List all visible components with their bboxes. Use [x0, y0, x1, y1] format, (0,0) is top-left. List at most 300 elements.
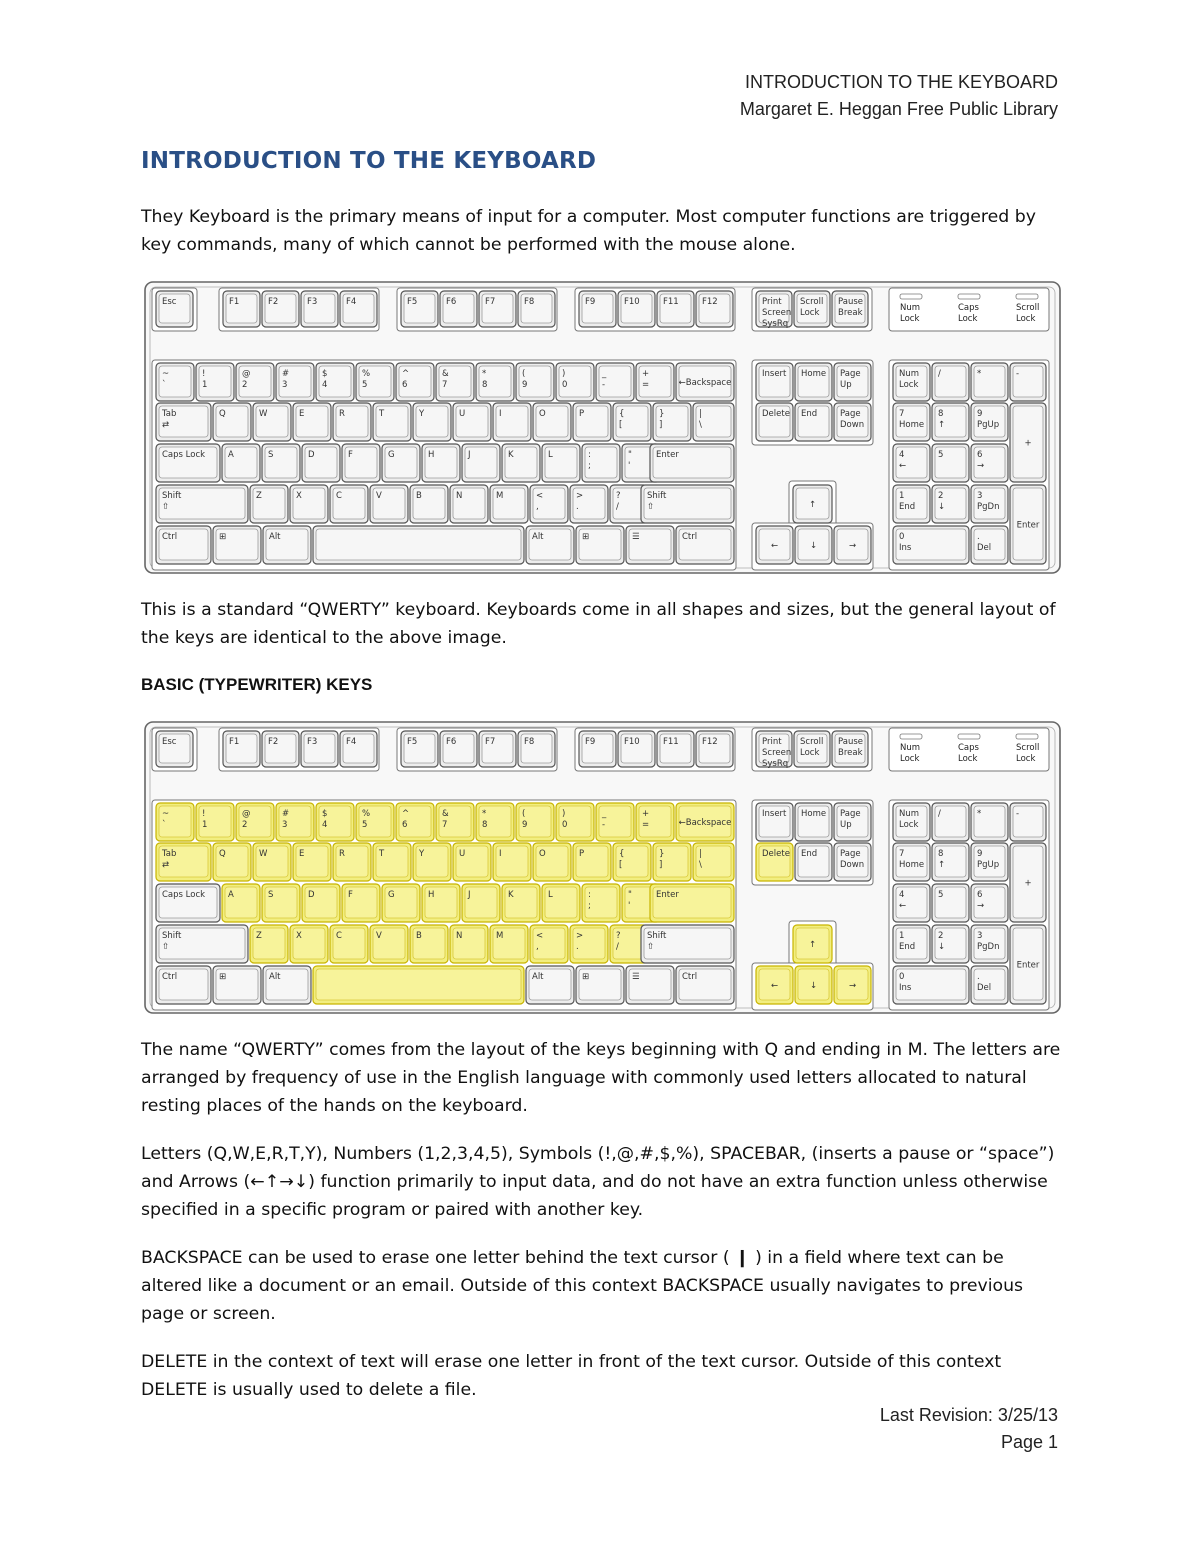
key-left-ctrl: [156, 966, 211, 1004]
key-label: Page: [840, 409, 861, 419]
key-numpad: [893, 843, 930, 881]
page-title: INTRODUCTION TO THE KEYBOARD: [141, 148, 597, 174]
key-delete: [756, 843, 793, 881]
key-label: End: [899, 942, 916, 952]
key-label: #: [282, 369, 290, 379]
key-label: A: [228, 450, 234, 460]
key-face: [316, 529, 521, 560]
key-label: |: [699, 409, 702, 419]
key-num-multiply: [971, 803, 1008, 841]
key-label: Delete: [762, 849, 790, 859]
key-letter: [253, 843, 291, 881]
key-letter: [413, 403, 451, 441]
key-label: F: [348, 890, 353, 900]
key-label: ;: [588, 901, 591, 911]
key-number-row: [556, 363, 594, 401]
key-backspace: [676, 803, 734, 841]
key-letter: [453, 843, 491, 881]
key-label: F12: [702, 737, 718, 747]
key-menu: [626, 966, 674, 1004]
key-print-screen: [756, 291, 792, 329]
key-number-row: [236, 363, 274, 401]
key-number-row: [276, 363, 314, 401]
key-numpad: [971, 843, 1008, 881]
key-numpad: [893, 444, 930, 482]
key-label: J: [468, 890, 471, 900]
key-f10: [618, 731, 655, 767]
key-label: F4: [346, 297, 357, 307]
key-punct: [570, 925, 608, 963]
key-letter: [533, 843, 571, 881]
key-label: R: [339, 849, 345, 859]
key-label: 5: [362, 380, 368, 390]
key-letter: [422, 444, 460, 482]
key-letter: [450, 925, 488, 963]
key-label: Down: [840, 860, 865, 870]
key-label: G: [388, 890, 395, 900]
key-letter: [222, 884, 260, 922]
key-label: End: [899, 502, 916, 512]
key-num-dot: [971, 526, 1008, 564]
indicator-label: Lock: [1016, 754, 1036, 764]
key-label: →: [977, 901, 985, 911]
key-label: Ctrl: [682, 972, 698, 982]
key-number-row: [196, 803, 234, 841]
key-label: `: [162, 820, 167, 830]
key-letter: [262, 884, 300, 922]
key-number-row: [396, 803, 434, 841]
key-label: ⊞: [582, 532, 590, 542]
key-label: &: [442, 369, 449, 379]
key-label: R: [339, 409, 345, 419]
key-label: P: [579, 409, 585, 419]
key-left-alt: [263, 966, 311, 1004]
key-number-row: [236, 803, 274, 841]
key-label: M: [496, 931, 504, 941]
key-label: ⊞: [219, 532, 227, 542]
key-label: F11: [663, 297, 679, 307]
key-label: Break: [838, 308, 863, 318]
key-label: ⊞: [582, 972, 590, 982]
key-label: %: [362, 809, 371, 819]
key-f6: [440, 291, 477, 327]
key-label: Down: [840, 420, 865, 430]
key-letter: [342, 884, 380, 922]
key-label: :: [588, 450, 591, 460]
key-f12: [696, 291, 733, 327]
key-label: O: [539, 849, 546, 859]
key-label: P: [579, 849, 585, 859]
key-f6: [440, 731, 477, 767]
key-scroll-lock: [794, 731, 830, 767]
key-label: F5: [407, 737, 418, 747]
key-tab: [156, 403, 211, 441]
key-letter: [293, 403, 331, 441]
key-letter: [370, 485, 408, 523]
key-label: ⇧: [162, 502, 170, 512]
key-page-down: [834, 843, 871, 881]
key-label: Page: [840, 369, 861, 379]
key-num-minus: [1010, 363, 1046, 401]
key-label: End: [801, 849, 818, 859]
key-number-row: [316, 363, 354, 401]
key-label: ←: [899, 901, 907, 911]
key-punct: [530, 925, 568, 963]
key-letter: [330, 925, 368, 963]
key-label: 5: [938, 890, 944, 900]
key-label: ': [628, 901, 631, 911]
key-label: 0: [562, 380, 568, 390]
indicator-label: Scroll: [1016, 743, 1040, 753]
key-label: ?: [616, 491, 621, 501]
key-label: @: [242, 369, 251, 379]
indicator-label: Lock: [1016, 314, 1036, 324]
key-label: ,: [536, 942, 539, 952]
key-letter: [370, 925, 408, 963]
key-letter: [330, 485, 368, 523]
key-label: U: [459, 409, 466, 419]
key-label: $: [322, 369, 328, 379]
key-label: K: [508, 890, 514, 900]
key-end: [795, 843, 832, 881]
key-letter: [382, 444, 420, 482]
indicator-label: Lock: [900, 754, 920, 764]
key-label: Ins: [899, 983, 912, 993]
key-page-up: [834, 363, 871, 401]
key-label: F3: [307, 297, 318, 307]
key-label: Lock: [800, 748, 820, 758]
qwerty-paragraph: The name “QWERTY” comes from the layout of the keys beginning with Q and ending in M. The letters are arranged by frequency of use in the English language with commonly used letters allocated to natural resting places of the hands on the keyboard.: [141, 1040, 1061, 1116]
indicator-light: [1016, 734, 1038, 739]
key-label: =: [642, 820, 650, 830]
key-label: }: [659, 849, 665, 859]
key-label: *: [482, 369, 487, 379]
key-caps-lock: [156, 884, 220, 922]
key-punct: [582, 884, 620, 922]
key-label: Page: [840, 809, 861, 819]
key-letter: [290, 485, 328, 523]
key-letter: [493, 403, 531, 441]
key-numpad: [932, 843, 969, 881]
section-heading-basic-keys: BASIC (TYPEWRITER) KEYS: [141, 675, 373, 694]
key-label: Break: [838, 748, 863, 758]
key-label: ~: [162, 369, 170, 379]
key-label: Home: [899, 860, 925, 870]
key-label: Up: [840, 380, 852, 390]
key-label: 7: [899, 849, 905, 859]
key-label: G: [388, 450, 395, 460]
key-label: SysRq: [762, 319, 789, 329]
key-label: 3: [977, 491, 983, 501]
key-label: Del: [977, 543, 992, 553]
key-label: .: [977, 972, 980, 982]
key-label: 2: [242, 820, 248, 830]
key-f10: [618, 291, 655, 327]
key-punct: [530, 485, 568, 523]
key-home: [795, 803, 832, 841]
key-label: 4: [322, 820, 328, 830]
key-label: Esc: [162, 737, 177, 747]
key-number-row: [316, 803, 354, 841]
key-number-row: [156, 803, 194, 841]
key-label: C: [336, 931, 342, 941]
key-label: Shift: [162, 931, 182, 941]
key-label: 6: [977, 450, 983, 460]
indicator-light: [900, 294, 922, 299]
key-label: {: [619, 849, 625, 859]
key-label: ←Backspace: [678, 378, 732, 388]
key-label: PgDn: [977, 502, 1000, 512]
key-numpad: [971, 444, 1008, 482]
key-label: -: [602, 820, 606, 830]
key-f5: [401, 731, 438, 767]
key-label: (: [522, 369, 526, 379]
key-label: 1: [202, 380, 208, 390]
key-label: ): [562, 369, 566, 379]
key-letter: [302, 444, 340, 482]
key-label: Lock: [899, 380, 919, 390]
key-label: Print: [762, 737, 782, 747]
header-library: Margaret E. Heggan Free Public Library: [739, 99, 1058, 119]
key-label: End: [801, 409, 818, 419]
key-label: +: [1024, 438, 1032, 449]
key-label: 8: [482, 380, 488, 390]
key-label: Screen: [762, 748, 792, 758]
key-label: Q: [219, 409, 226, 419]
key-f4: [340, 731, 377, 767]
key-num-plus: [1010, 843, 1046, 922]
key-number-row: [596, 803, 634, 841]
key-label: Pause: [838, 737, 863, 747]
key-label: 2: [242, 380, 248, 390]
key-label: ?: [616, 931, 621, 941]
key-bracket: [693, 843, 734, 881]
key-letter: [450, 485, 488, 523]
key-num-dot: [971, 966, 1008, 1004]
key-windows: [576, 966, 624, 1004]
key-number-row: [436, 803, 474, 841]
key-label: ⇄: [162, 420, 170, 430]
key-label: F4: [346, 737, 357, 747]
key-label: ←Backspace: [678, 818, 732, 828]
key-label: F10: [624, 737, 640, 747]
key-number-row: [276, 803, 314, 841]
key-label: A: [228, 890, 234, 900]
key-num-zero: [893, 526, 969, 564]
key-label: W: [259, 849, 268, 859]
key-label: 6: [402, 380, 408, 390]
key-label: F6: [446, 737, 457, 747]
key-letter: [373, 403, 411, 441]
key-letter: [373, 843, 411, 881]
key-f9: [579, 731, 616, 767]
key-num-lock: [893, 803, 930, 841]
keyboard-image-highlighted: [144, 721, 1061, 1014]
key-f12: [696, 731, 733, 767]
key-label: {: [619, 409, 625, 419]
key-numpad: [932, 925, 969, 963]
key-bracket: [693, 403, 734, 441]
key-letter: [342, 444, 380, 482]
key-f1: [223, 731, 260, 767]
key-label: ): [562, 809, 566, 819]
key-label: +: [1024, 878, 1032, 889]
key-pause-break: [832, 731, 868, 767]
key-end: [795, 403, 832, 441]
key-label: Page: [840, 849, 861, 859]
key-label: *: [977, 809, 982, 819]
key-bracket: [653, 403, 691, 441]
key-label: \: [699, 420, 702, 430]
key-left-ctrl: [156, 526, 211, 564]
key-numpad: [932, 403, 969, 441]
key-label: Num: [899, 369, 920, 379]
key-label: -: [602, 380, 606, 390]
key-label: ↓: [809, 541, 818, 551]
last-revision: Last Revision: 3/25/13: [879, 1405, 1058, 1425]
key-label: 2: [938, 491, 944, 501]
key-label: /: [616, 502, 619, 512]
key-label: I: [499, 409, 502, 419]
key-label: F11: [663, 737, 679, 747]
key-label: B: [416, 931, 422, 941]
key-bracket: [613, 843, 651, 881]
key-label: 1: [202, 820, 208, 830]
key-label: F1: [229, 297, 240, 307]
key-f1: [223, 291, 260, 327]
key-letter: [250, 485, 288, 523]
key-label: \: [699, 860, 702, 870]
key-label: 8: [938, 409, 944, 419]
key-label: _: [602, 809, 607, 819]
key-label: .: [576, 942, 579, 952]
key-label: 7: [442, 380, 448, 390]
key-number-row: [396, 363, 434, 401]
key-label: 4: [322, 380, 328, 390]
keyboard-image-full: [144, 281, 1061, 574]
key-numpad: [893, 403, 930, 441]
page-number: Page 1: [1000, 1432, 1058, 1452]
key-label: Lock: [899, 820, 919, 830]
key-right-shift: [641, 925, 734, 963]
key-label: -: [1016, 809, 1020, 819]
key-label: 7: [899, 409, 905, 419]
key-bracket: [653, 843, 691, 881]
key-letter: [333, 843, 371, 881]
key-label: Delete: [762, 409, 790, 419]
key-label: Tab: [162, 409, 177, 419]
key-label: Lock: [800, 308, 820, 318]
key-label: D: [308, 450, 315, 460]
key-f8: [518, 731, 555, 767]
key-label: ⇧: [162, 942, 170, 952]
key-letter: [462, 444, 500, 482]
key-numpad: [893, 485, 930, 523]
key-letter: [422, 884, 460, 922]
key-print-screen: [756, 731, 792, 769]
key-f2: [262, 731, 299, 767]
key-num-minus: [1010, 803, 1046, 841]
key-punct: [570, 485, 608, 523]
key-f11: [657, 731, 694, 767]
key-label: 9: [522, 820, 528, 830]
key-label: Enter: [1016, 520, 1040, 531]
header-title: INTRODUCTION TO THE KEYBOARD: [744, 72, 1058, 92]
key-number-row: [436, 363, 474, 401]
key-menu: [626, 526, 674, 564]
key-label: O: [539, 409, 546, 419]
key-label: I: [499, 849, 502, 859]
key-page-down: [834, 403, 871, 441]
key-letter: [493, 843, 531, 881]
key-letter: [253, 403, 291, 441]
key-letter: [222, 444, 260, 482]
key-label: >: [576, 491, 584, 501]
key-letter: [573, 843, 611, 881]
indicator-light: [1016, 294, 1038, 299]
key-label: ': [628, 461, 631, 471]
key-label: !: [202, 369, 206, 379]
key-label: _: [602, 369, 607, 379]
key-number-row: [196, 363, 234, 401]
key-label: ↑: [938, 860, 946, 870]
key-label: (: [522, 809, 526, 819]
key-spacebar: [313, 966, 524, 1004]
key-label: @: [242, 809, 251, 819]
key-label: +: [642, 369, 650, 379]
key-label: ↑: [808, 940, 817, 950]
key-label: ;: [588, 461, 591, 471]
key-page-up: [834, 803, 871, 841]
key-label: T: [379, 409, 385, 419]
key-number-row: [356, 803, 394, 841]
key-letter: [502, 444, 540, 482]
key-num-enter: [1010, 485, 1046, 564]
key-label: #: [282, 809, 290, 819]
key-windows: [576, 526, 624, 564]
key-numpad: [893, 884, 930, 922]
key-f3: [301, 291, 338, 327]
key-label: ⇧: [647, 502, 655, 512]
key-letter: [490, 925, 528, 963]
key-caps-lock: [156, 444, 220, 482]
key-numpad: [971, 485, 1008, 523]
key-label: ☰: [632, 532, 640, 542]
key-number-row: [516, 803, 554, 841]
key-label: !: [202, 809, 206, 819]
key-label: Ctrl: [162, 972, 178, 982]
key-label: Q: [219, 849, 226, 859]
key-pause-break: [832, 291, 868, 327]
key-label: SysRq: [762, 759, 789, 769]
key-label: 0: [562, 820, 568, 830]
key-right-ctrl: [676, 966, 734, 1004]
key-letter: [490, 485, 528, 523]
key-label: M: [496, 491, 504, 501]
key-label: `: [162, 380, 167, 390]
key-label: |: [699, 849, 702, 859]
key-letter: [410, 925, 448, 963]
key-label: <: [536, 491, 544, 501]
key-label: 5: [362, 820, 368, 830]
key-windows: [213, 966, 261, 1004]
key-label: X: [296, 931, 302, 941]
key-num-zero: [893, 966, 969, 1004]
key-label: E: [299, 849, 305, 859]
key-label: F9: [585, 737, 596, 747]
key-label: 3: [282, 820, 288, 830]
key-label: 4: [899, 890, 905, 900]
